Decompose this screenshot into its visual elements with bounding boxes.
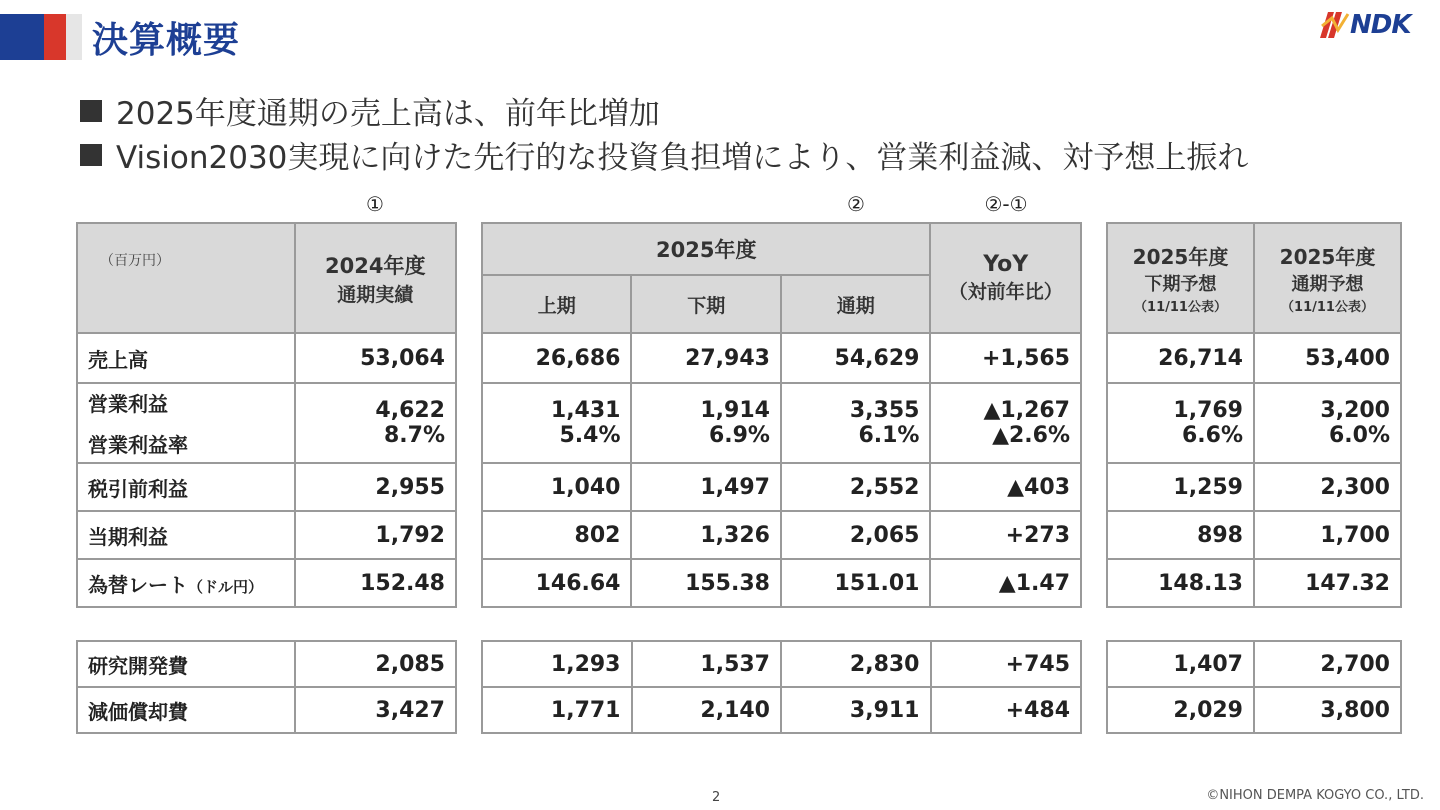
cell-yoy-pretax: ▲403 (930, 463, 1081, 511)
cell-fc-full-rnd: 2,700 (1254, 641, 1401, 687)
bullet-1 (80, 88, 660, 133)
cell-h2-op-margin: 6.9% (708, 423, 770, 448)
header-full-forecast-note: （11/11公表） (1281, 300, 1374, 315)
header-h2: 下期 (631, 275, 780, 333)
cell-fc-full-pretax: 2,300 (1254, 463, 1401, 511)
cell-fc-h2-depr: 2,029 (1107, 687, 1254, 733)
table-left-main (76, 222, 457, 608)
cell-yoy-op (930, 383, 1081, 463)
table-right-main (1106, 222, 1402, 608)
bullet-1-text: 2025年度通期の売上高は、前年比増加 (116, 96, 660, 132)
header-yoy-title: YoY (983, 252, 1029, 277)
cell-h2-sales: 27,943 (631, 333, 780, 383)
header-h1: 上期 (482, 275, 631, 333)
cell-yoy-fx: ▲1.47 (930, 559, 1081, 607)
cell-yoy-op-margin: ▲2.6% (992, 423, 1070, 448)
header-band-red (44, 14, 66, 60)
header-2024-year: 2024年度 (325, 253, 426, 278)
cell-h1-net: 802 (482, 511, 631, 559)
cell-2024-op-margin: 8.7% (383, 423, 445, 448)
header-full: 通期 (781, 275, 930, 333)
cell-yoy-depr: +484 (931, 687, 1082, 733)
cell-h2-op (631, 383, 780, 463)
cell-h1-op (482, 383, 631, 463)
cell-full-rnd: 2,830 (781, 641, 931, 687)
header-2025-group: 2025年度 (482, 223, 930, 275)
cell-full-fx: 151.01 (781, 559, 930, 607)
row-label-sales: 売上高 (77, 333, 295, 383)
cell-h2-pretax: 1,497 (631, 463, 780, 511)
table-mid-lower (481, 640, 1082, 734)
marker-1: ① (366, 192, 384, 216)
row-label-fx (77, 559, 295, 607)
copyright: ©NIHON DEMPA KOGYO CO., LTD. (1206, 788, 1424, 803)
label-op-profit: 営業利益 (88, 392, 168, 416)
cell-h1-op-margin: 5.4% (559, 423, 621, 448)
cell-fc-h2-pretax: 1,259 (1107, 463, 1254, 511)
cell-yoy-rnd: +745 (931, 641, 1082, 687)
header-full-forecast-year: 2025年度 (1279, 245, 1376, 269)
cell-fc-full-depr: 3,800 (1254, 687, 1401, 733)
cell-full-net: 2,065 (781, 511, 930, 559)
marker-2: ② (847, 192, 865, 216)
header-yoy (930, 223, 1081, 333)
cell-h2-depr: 2,140 (632, 687, 782, 733)
header-full-forecast-sub: 通期予想 (1291, 274, 1364, 295)
cell-full-op-margin: 6.1% (858, 423, 920, 448)
cell-full-op (781, 383, 930, 463)
logo-text: NDK (1350, 10, 1411, 40)
cell-2024-op (295, 383, 456, 463)
cell-h1-pretax: 1,040 (482, 463, 631, 511)
cell-full-sales: 54,629 (781, 333, 930, 383)
cell-2024-sales: 53,064 (295, 333, 456, 383)
cell-fc-h2-op-margin: 6.6% (1181, 423, 1243, 448)
label-op-margin: 営業利益率 (88, 433, 188, 457)
cell-h2-net: 1,326 (631, 511, 780, 559)
row-label-rnd: 研究開発費 (77, 641, 295, 687)
row-label-net: 当期利益 (77, 511, 295, 559)
cell-yoy-net: +273 (930, 511, 1081, 559)
cell-2024-pretax: 2,955 (295, 463, 456, 511)
cell-yoy-sales: +1,565 (930, 333, 1081, 383)
cell-h1-depr: 1,771 (482, 687, 632, 733)
cell-fc-h2-op (1107, 383, 1254, 463)
cell-fc-full-op (1254, 383, 1401, 463)
cell-fc-h2-op-profit: 1,769 (1173, 398, 1243, 423)
page-title: 決算概要 (92, 20, 241, 61)
header-h2-forecast (1107, 223, 1254, 333)
cell-h2-rnd: 1,537 (632, 641, 782, 687)
cell-h1-rnd: 1,293 (482, 641, 632, 687)
cell-2024-fx: 152.48 (295, 559, 456, 607)
header-band-gray (66, 14, 82, 60)
cell-full-pretax: 2,552 (781, 463, 930, 511)
table-mid-main (481, 222, 1082, 608)
cell-h1-op-profit: 1,431 (550, 398, 621, 423)
cell-fc-full-op-margin: 6.0% (1328, 423, 1390, 448)
header-full-forecast (1254, 223, 1401, 333)
cell-h1-sales: 26,686 (482, 333, 631, 383)
cell-2024-net: 1,792 (295, 511, 456, 559)
header-h2-forecast-year: 2025年度 (1132, 245, 1229, 269)
cell-full-op-profit: 3,355 (849, 398, 920, 423)
cell-h1-fx: 146.64 (482, 559, 631, 607)
marker-3: ②-① (984, 192, 1028, 216)
cell-2024-depr: 3,427 (295, 687, 456, 733)
row-label-depr: 減価償却費 (77, 687, 295, 733)
cell-yoy-op-profit: ▲1,267 (983, 398, 1070, 423)
cell-h2-fx: 155.38 (631, 559, 780, 607)
bullet-square-icon (80, 144, 102, 166)
label-fx-suffix: （ドル円） (188, 577, 264, 596)
header-2024-sub: 通期実績 (337, 283, 414, 306)
row-label-op-profit (77, 383, 295, 463)
label-fx: 為替レート (88, 572, 188, 597)
cell-fc-full-net: 1,700 (1254, 511, 1401, 559)
cell-fc-h2-fx: 148.13 (1107, 559, 1254, 607)
cell-fc-full-sales: 53,400 (1254, 333, 1401, 383)
page-number: 2 (712, 790, 721, 805)
row-label-pretax: 税引前利益 (77, 463, 295, 511)
header-h2-forecast-sub: 下期予想 (1144, 274, 1217, 295)
header-2024 (295, 223, 456, 333)
header-yoy-sub: （対前年比） (948, 281, 1063, 303)
cell-fc-h2-sales: 26,714 (1107, 333, 1254, 383)
header-band-blue (0, 14, 44, 60)
cell-2024-rnd: 2,085 (295, 641, 456, 687)
cell-fc-h2-net: 898 (1107, 511, 1254, 559)
table-left-lower (76, 640, 457, 734)
table-right-lower (1106, 640, 1402, 734)
cell-fc-h2-rnd: 1,407 (1107, 641, 1254, 687)
unit-label: （百万円） (77, 223, 295, 333)
cell-2024-op-profit: 4,622 (375, 398, 445, 423)
header-h2-forecast-note: （11/11公表） (1134, 300, 1227, 315)
cell-full-depr: 3,911 (781, 687, 931, 733)
cell-fc-full-fx: 147.32 (1254, 559, 1401, 607)
cell-fc-full-op-profit: 3,200 (1320, 398, 1390, 423)
bullet-square-icon (80, 100, 102, 122)
cell-h2-op-profit: 1,914 (700, 398, 770, 423)
bullet-2 (80, 132, 1248, 177)
bullet-2-text: Vision2030実現に向けた先行的な投資負担増により、営業利益減、対予想上振れ (116, 140, 1249, 176)
